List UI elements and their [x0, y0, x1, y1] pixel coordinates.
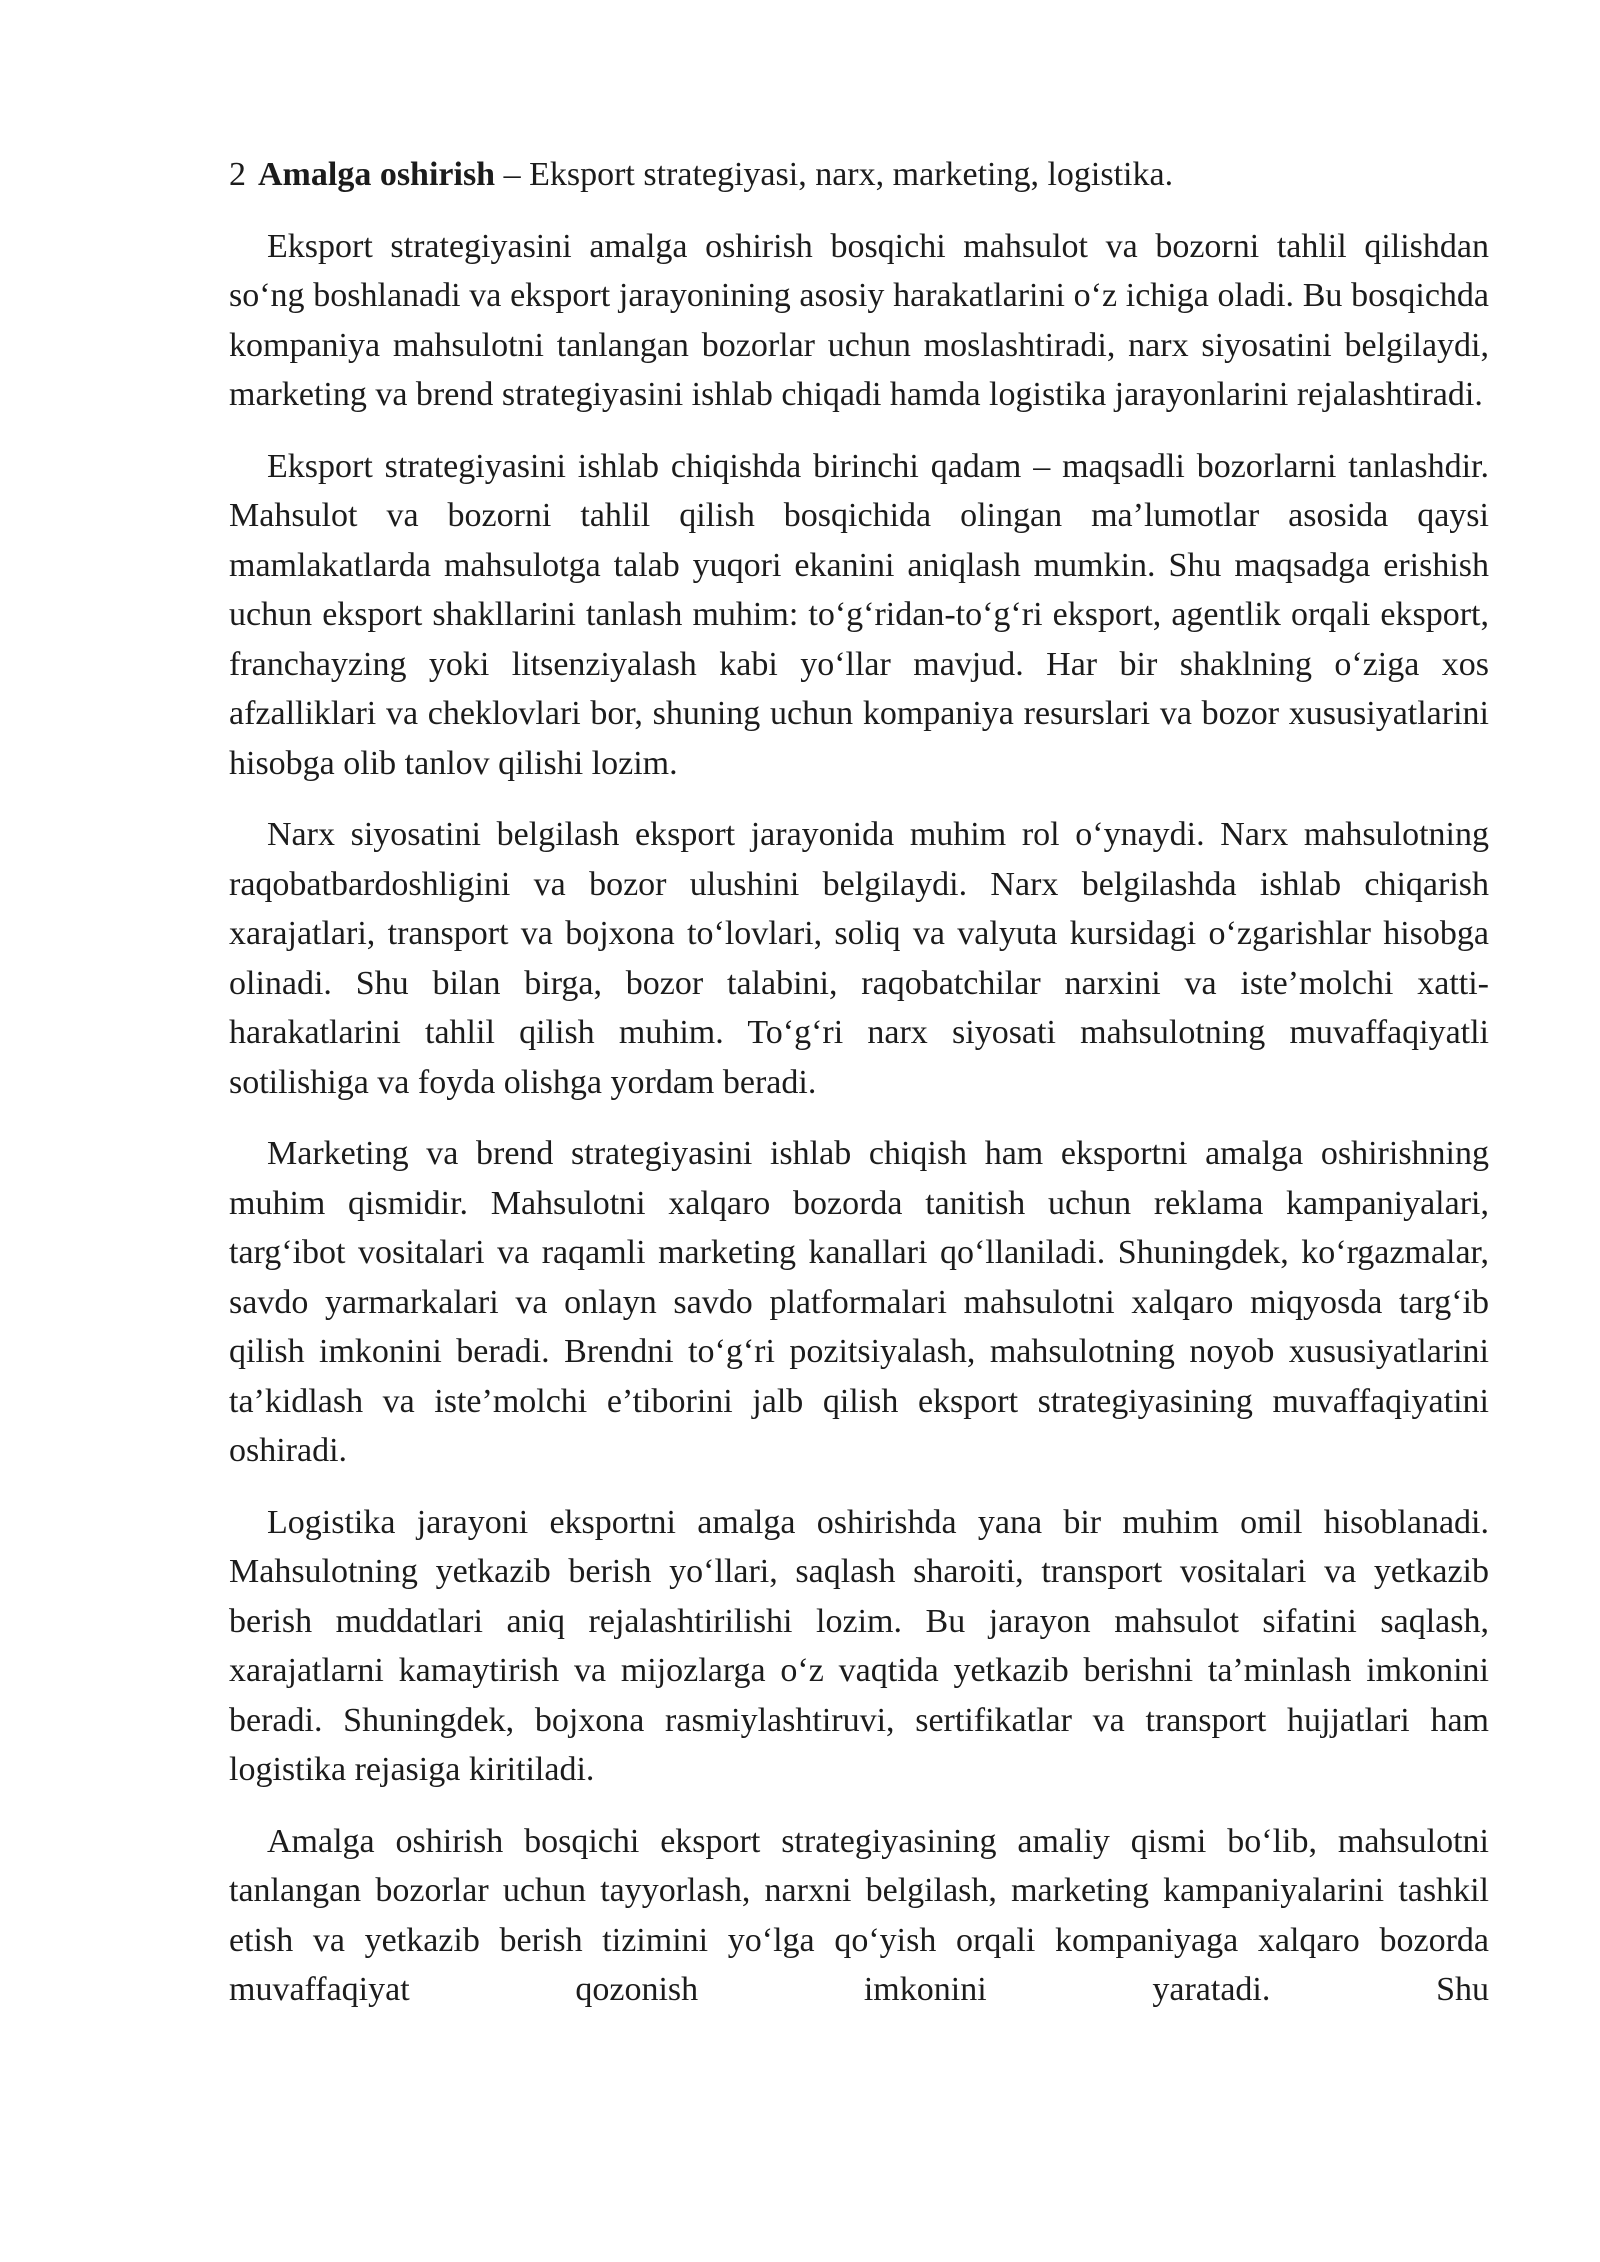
section-title: Amalga oshirish [258, 156, 496, 193]
section-number: 2 [229, 156, 246, 193]
paragraph-3: Narx siyosatini belgilash eksport jarayonida muhim rol o‘ynaydi. Narx mahsulotning raqobatbardoshligini va bozor ulushini belgilaydi. Narx belgilashda ishlab chiqarish xarajatlari, transport va bojxona to‘lovlari, soliq va valyuta kursidagi o‘zgarishlar hisobga olinadi. Shu bilan birga, bozor talabini, raqobatchilar narxini va iste’molchi xatti-harakatlarini tahlil qilish muhim. To‘g‘ri narx siyosati mahsulotning muvaffaqiyatli sotilishiga va foyda olishga yordam beradi. [229, 816, 1489, 1101]
section-subtitle: – Eksport strategiyasi, narx, marketing, logistika. [495, 156, 1174, 193]
paragraph-4: Marketing va brend strategiyasini ishlab chiqish ham eksportni amalga oshirishning muhim qismidir. Mahsulotni xalqaro bozorda tanitish uchun reklama kampaniyalari, targ‘ibot vositalari va raqamli marketing kanallari qo‘llaniladi. Shuningdek, ko‘rgazmalar, savdo yarmarkalari va onlayn savdo platformalari mahsulotni xalqaro miqyosda targ‘ib qilish imkonini beradi. Brendni to‘g‘ri pozitsiyalash, mahsulotning noyob xususiyatlarini ta’kidlash va iste’molchi e’tiborini jalb qilish eksport strategiyasining muvaffaqiyatini oshiradi. [229, 1135, 1489, 1469]
paragraph-6: Amalga oshirish bosqichi eksport strategiyasining amaliy qismi bo‘lib, mahsulotni tanlangan bozorlar uchun tayyorlash, narxni belgilash, marketing kampaniyalarini tashkil etish va yetkazib berish tizimini yo‘lga qo‘yish orqali kompaniyaga xalqaro bozorda muvaffaqiyat qozonish imkonini yaratadi. Shu [229, 1822, 1489, 2008]
document-body [229, 150, 1489, 2037]
paragraph-1: Eksport strategiyasini amalga oshirish bosqichi mahsulot va bozorni tahlil qilishdan so‘ng boshlanadi va eksport jarayonining asosiy harakatlarini o‘z ichiga oladi. Bu bosqichda kompaniya mahsulotni tanlangan bozorlar uchun moslashtiradi, narx siyosatini belgilaydi, marketing va brend strategiyasini ishlab chiqadi hamda logistika jarayonlarini rejalashtiradi. [229, 227, 1489, 413]
paragraph-5: Logistika jarayoni eksportni amalga oshirishda yana bir muhim omil hisoblanadi. Mahsulotning yetkazib berish yo‘llari, saqlash sharoiti, transport vositalari va yetkazib berish muddatlari aniq rejalashtirilishi lozim. Bu jarayon mahsulot sifatini saqlash, xarajatlarni kamaytirish va mijozlarga o‘z vaqtida yetkazib berishni ta’minlash imkonini beradi. Shuningdek, bojxona rasmiylashtiruvi, sertifikatlar va transport hujjatlari ham logistika rejasiga kiritiladi. [229, 1503, 1489, 1788]
section-heading [229, 150, 1489, 200]
paragraph-2: Eksport strategiyasini ishlab chiqishda birinchi qadam – maqsadli bozorlarni tanlashdir. Mahsulot va bozorni tahlil qilish bosqichida olingan ma’lumotlar asosida qaysi mamlakatlarda mahsulotga talab yuqori ekanini aniqlash mumkin. Shu maqsadga erishish uchun eksport shakllarini tanlash muhim: to‘g‘ridan-to‘g‘ri eksport, agentlik orqali eksport, franchayzing yoki litsenziyalash kabi yo‘llar mavjud. Har bir shaklning o‘ziga xos afzalliklari va cheklovlari bor, shuning uchun kompaniya resurslari va bozor xususiyatlarini hisobga olib tanlov qilishi lozim. [229, 447, 1489, 782]
